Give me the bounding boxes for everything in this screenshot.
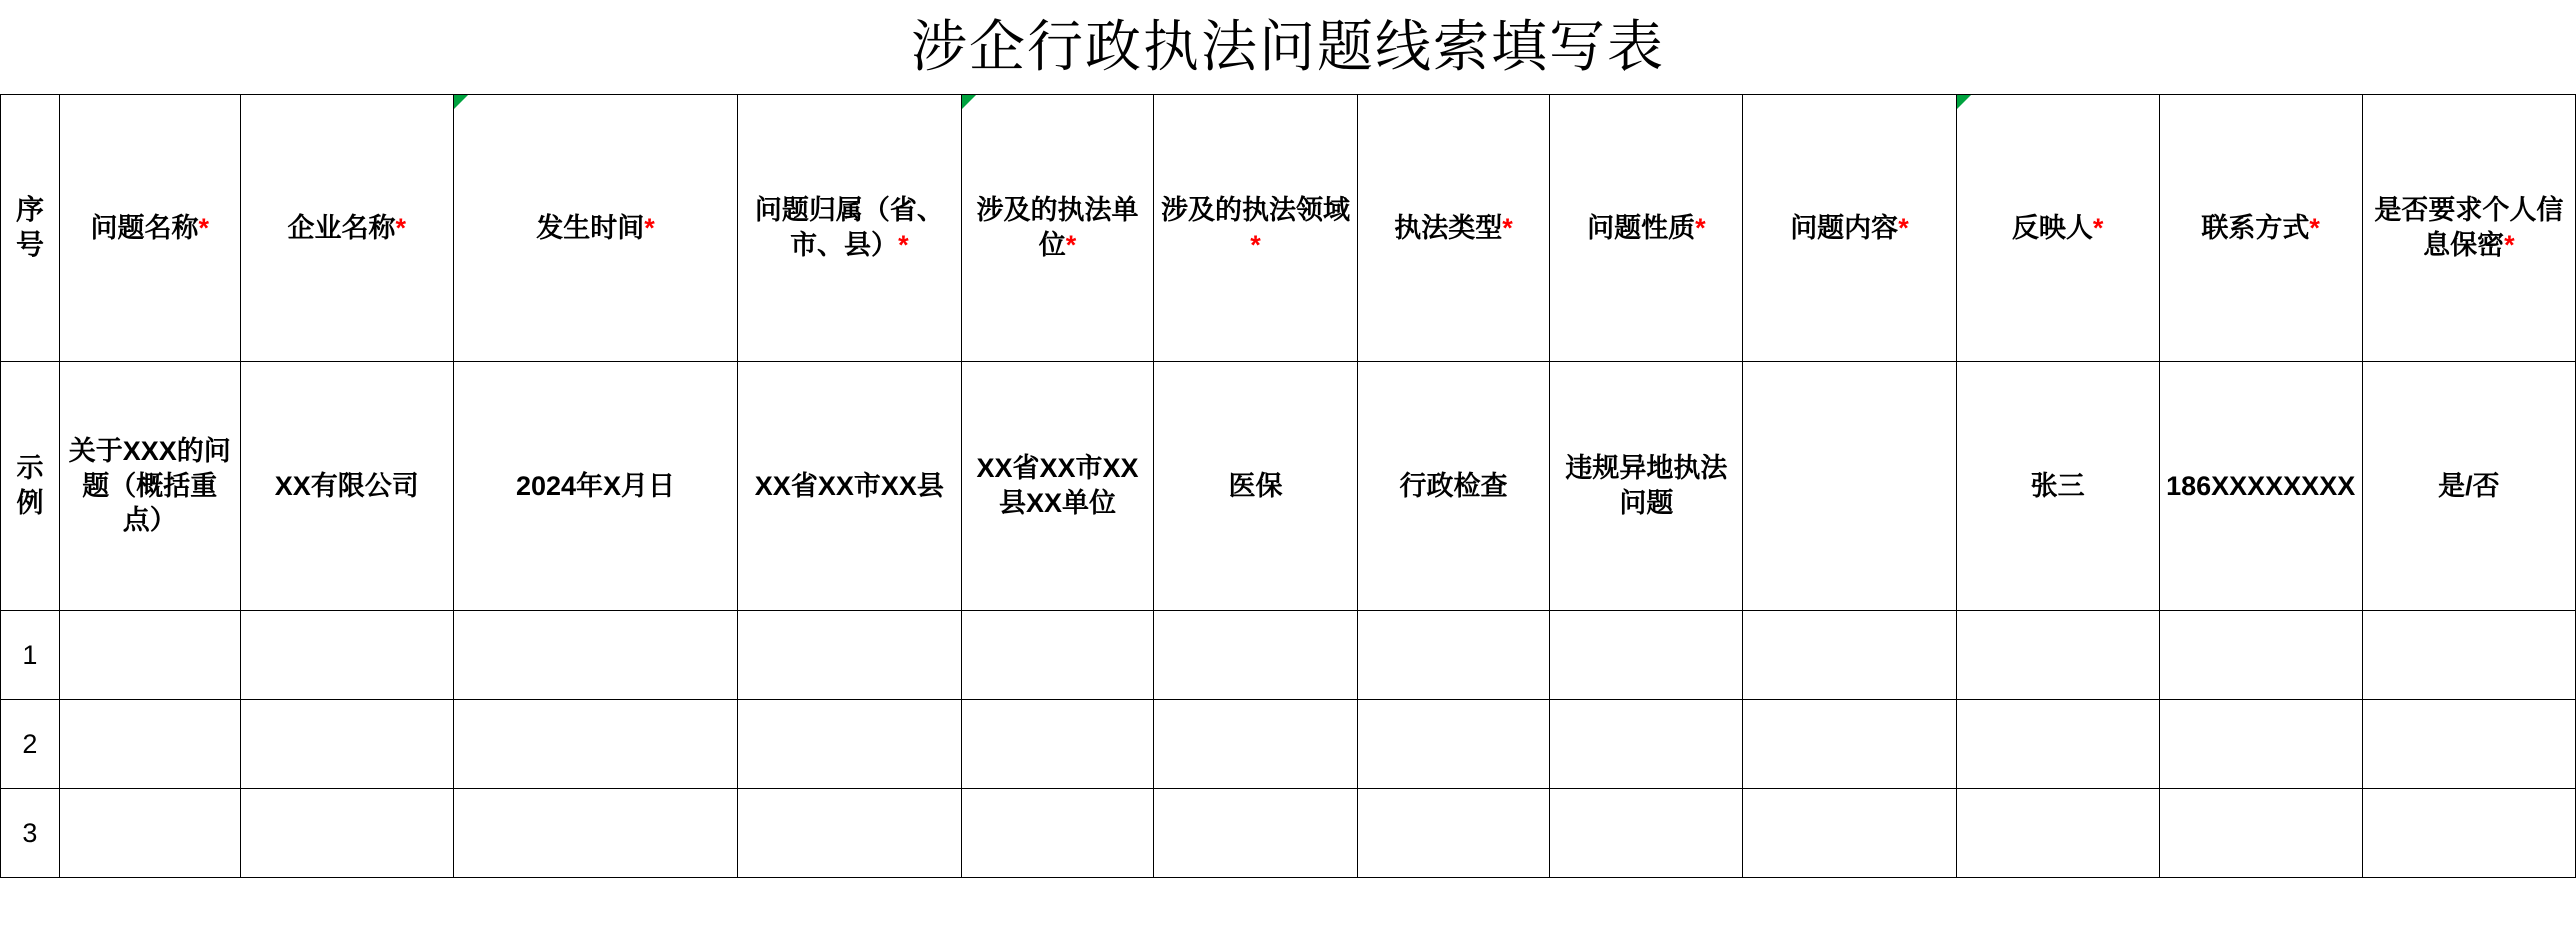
column-header-company-name-label: 企业名称: [287, 212, 396, 243]
table-row[interactable]: [1, 700, 2576, 789]
cell-enforcement-field[interactable]: [1154, 789, 1357, 878]
cell-problem-nature[interactable]: [1550, 700, 1743, 789]
cell-enforcement-unit[interactable]: [961, 611, 1154, 700]
cell-contact[interactable]: [2159, 611, 2362, 700]
cell-attribution[interactable]: [738, 789, 961, 878]
column-header-enforcement-field-label: 涉及的执法领域: [1160, 195, 1350, 226]
cell-reporter[interactable]: [1956, 789, 2159, 878]
issue-clue-table: [0, 94, 2576, 878]
cell-reporter: 张三: [1956, 362, 2159, 611]
cell-problem-name[interactable]: [59, 611, 240, 700]
cell-enforcement-type: 行政检查: [1357, 362, 1550, 611]
cell-problem-name[interactable]: [59, 700, 240, 789]
page-title: 涉企行政执法问题线索填写表: [911, 17, 1665, 79]
cell-problem-content[interactable]: [1743, 611, 1956, 700]
cell-confidential: 是/否: [2362, 362, 2575, 611]
cell-occur-time[interactable]: [453, 789, 737, 878]
column-header-contact: [2159, 95, 2362, 362]
cell-enforcement-field[interactable]: [1154, 700, 1357, 789]
cell-problem-content[interactable]: [1743, 700, 1956, 789]
cell-confidential[interactable]: [2362, 611, 2575, 700]
cell-problem-name: 关于XXX的问题（概括重点）: [59, 362, 240, 611]
column-header-confidential-label: 是否要求个人信息保密: [2374, 195, 2564, 260]
table-row[interactable]: [1, 789, 2576, 878]
column-header-attribution: [738, 95, 961, 362]
cell-enforcement-type[interactable]: [1357, 611, 1550, 700]
column-header-company-name: [240, 95, 453, 362]
cell-contact: 186XXXXXXXX: [2159, 362, 2362, 611]
column-header-contact-label: 联系方式: [2201, 212, 2310, 243]
cell-problem-content: [1743, 362, 1956, 611]
cell-confidential[interactable]: [2362, 700, 2575, 789]
cell-confidential[interactable]: [2362, 789, 2575, 878]
column-header-occur-time-label: 发生时间: [536, 212, 645, 243]
column-header-reporter: [1956, 95, 2159, 362]
cell-enforcement-type[interactable]: [1357, 789, 1550, 878]
cell-attribution: XX省XX市XX县: [738, 362, 961, 611]
required-asterisk: *: [1250, 230, 1261, 260]
cell-company-name: XX有限公司: [240, 362, 453, 611]
table-row[interactable]: [1, 611, 2576, 700]
cell-problem-nature: 违规异地执法问题: [1550, 362, 1743, 611]
required-asterisk: *: [198, 212, 210, 243]
required-asterisk: *: [2504, 230, 2515, 260]
column-header-problem-nature-label: 问题性质: [1587, 212, 1696, 243]
column-header-problem-name-label: 问题名称: [90, 212, 199, 243]
cell-contact[interactable]: [2159, 700, 2362, 789]
cell-enforcement-unit[interactable]: [961, 789, 1154, 878]
column-header-seq: [1, 95, 60, 362]
cell-problem-nature[interactable]: [1550, 611, 1743, 700]
column-header-seq-label: 序号: [15, 194, 44, 260]
cell-reporter[interactable]: [1956, 700, 2159, 789]
column-header-problem-name: [59, 95, 240, 362]
cell-occur-time[interactable]: [453, 611, 737, 700]
column-header-confidential: [2362, 95, 2575, 362]
column-header-enforcement-unit: [961, 95, 1154, 362]
column-header-problem-nature: [1550, 95, 1743, 362]
cell-contact[interactable]: [2159, 789, 2362, 878]
cell-occur-time: 2024年X月日: [453, 362, 737, 611]
cell-seq: 2: [1, 700, 60, 789]
required-asterisk: *: [1502, 212, 1513, 243]
cell-attribution[interactable]: [738, 611, 961, 700]
cell-enforcement-unit[interactable]: [961, 700, 1154, 789]
required-asterisk: *: [1695, 212, 1706, 243]
cell-reporter[interactable]: [1956, 611, 2159, 700]
column-header-enforcement-field: [1154, 95, 1357, 362]
cell-problem-content[interactable]: [1743, 789, 1956, 878]
required-asterisk: *: [644, 212, 655, 243]
cell-problem-nature[interactable]: [1550, 789, 1743, 878]
cell-seq: 3: [1, 789, 60, 878]
cell-seq: 示例: [1, 362, 60, 611]
column-header-reporter-label: 反映人: [2011, 212, 2093, 243]
column-header-problem-content: [1743, 95, 1956, 362]
table-header-row: [1, 95, 2576, 362]
cell-problem-name[interactable]: [59, 789, 240, 878]
column-header-enforcement-type: [1357, 95, 1550, 362]
cell-attribution[interactable]: [738, 700, 961, 789]
required-asterisk: *: [898, 230, 909, 260]
required-asterisk: *: [1065, 230, 1077, 260]
cell-enforcement-field: 医保: [1154, 362, 1357, 611]
column-header-enforcement-unit-label: 涉及的执法单位: [976, 195, 1139, 260]
required-asterisk: *: [395, 212, 406, 243]
cell-enforcement-unit: XX省XX市XX县XX单位: [961, 362, 1154, 611]
required-asterisk: *: [1898, 212, 1909, 243]
table-row-example: [1, 362, 2576, 611]
column-header-enforcement-type-label: 执法类型: [1394, 212, 1503, 243]
column-header-problem-content-label: 问题内容: [1790, 212, 1899, 243]
cell-enforcement-type[interactable]: [1357, 700, 1550, 789]
required-asterisk: *: [2092, 212, 2104, 243]
cell-enforcement-field[interactable]: [1154, 611, 1357, 700]
column-header-occur-time: [453, 95, 737, 362]
column-header-attribution-label: 问题归属（省、市、县）: [754, 195, 944, 260]
cell-occur-time[interactable]: [453, 700, 737, 789]
cell-company-name[interactable]: [240, 789, 453, 878]
cell-company-name[interactable]: [240, 700, 453, 789]
cell-seq: 1: [1, 611, 60, 700]
cell-company-name[interactable]: [240, 611, 453, 700]
required-asterisk: *: [2309, 212, 2320, 243]
